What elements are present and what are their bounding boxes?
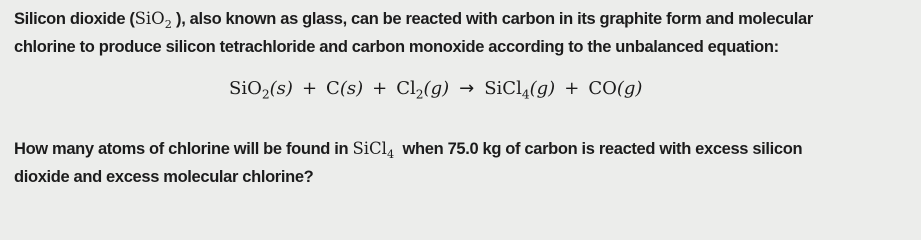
reactant-chlorine: $Cl_2(g)$ (396, 78, 450, 102)
question-line-1 (14, 139, 802, 159)
intro-text-end: ), also known as glass, can be reacted with carbon in its graphite form and molecular (171, 10, 813, 28)
question-line-2: dioxide and excess molecular chlorine? (14, 168, 314, 186)
intro-text-start: Silicon dioxide ( (14, 10, 135, 28)
intro-line-1 (14, 9, 813, 29)
reaction-arrow-icon: → (459, 78, 475, 99)
product-silicon-tetrachloride: SiCl$_4$(g) (484, 78, 556, 102)
intro-line-2: chlorine to produce silicon tetrachloride and carbon monoxide according to the unbalanced equation: (14, 38, 779, 56)
plus-sign: + (372, 78, 388, 99)
silicon-tetrachloride-formula: SiCl$_4$ (352, 139, 395, 161)
silicon-dioxide-formula: SiO$_2$ (134, 9, 172, 31)
reactant-silicon-dioxide: SiO$_2$(s) (229, 78, 293, 102)
question-text-end: when 75.0 kg of carbon is reacted with excess silicon (394, 140, 803, 158)
chemical-equation (229, 78, 643, 102)
question-text-start: How many atoms of chlorine will be found in (14, 140, 353, 158)
reactant-carbon: C(s) (326, 78, 364, 99)
plus-sign: + (301, 78, 318, 99)
product-carbon-monoxide: CO(g) (588, 78, 643, 99)
plus-sign: + (564, 78, 580, 99)
